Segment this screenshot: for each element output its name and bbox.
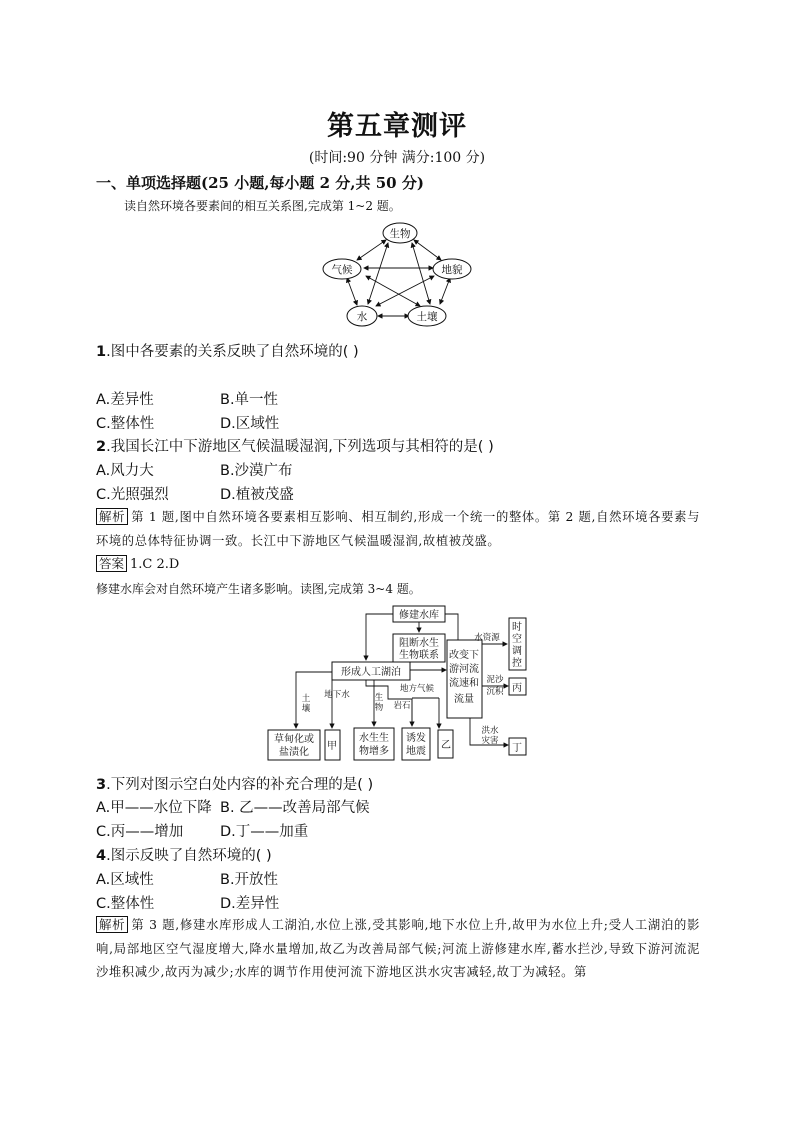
reservoir-impact-flowchart	[262, 604, 538, 764]
answer-1: 答案 1.C 2.D	[96, 555, 179, 572]
edge-label-bio: 生	[374, 693, 384, 703]
elements-relation-diagram	[320, 218, 480, 332]
label-time: 调	[512, 646, 522, 657]
arrow-climate-water	[347, 278, 357, 305]
q4-option-b[interactable]: B.开放性	[220, 872, 279, 888]
arrow-bio-landform	[414, 240, 441, 260]
arrow-bio-water	[368, 243, 388, 304]
q1-option-d[interactable]: D.区域性	[220, 416, 280, 432]
label-time: 时	[512, 622, 522, 633]
q4-option-a[interactable]: A.区域性	[96, 872, 154, 888]
page-title: 第五章测评	[327, 111, 467, 142]
edge-label-silt: 泥沙	[486, 675, 504, 685]
label-yi: 乙	[441, 740, 451, 751]
explanation-2: 解析 第 3 题,修建水库形成人工湖泊,水位上涨,受其影响,地下水位上升,故甲为水位上升;受人工湖泊的影响,局部地区空气湿度增大,降水量增加,故乙为改善局部气候;河流上游修建水库,蓄水拦沙,导致下游河流泥沙堆积减少,故丙为减少;水库的调节作用使河流下游地区洪水灾害减轻,故丁为减轻。第	[96, 917, 700, 979]
arrow-landform-soil	[440, 278, 450, 304]
q2-option-b[interactable]: B.沙漠广布	[220, 463, 293, 479]
node-label: 气候	[331, 264, 353, 276]
q2-option-c[interactable]: C.光照强烈	[96, 487, 169, 503]
label-block: 生物联系	[399, 650, 439, 661]
question-4: 4.图示反映了自然环境的( )	[96, 848, 272, 864]
label-jia: 甲	[327, 741, 337, 752]
label-block: 阻断水生	[399, 638, 439, 649]
label-change: 改变下	[449, 650, 479, 661]
label-salt: 草甸化或	[274, 734, 314, 745]
intro-text-2: 修建水库会对自然环境产生诸多影响。读图,完成第 3~4 题。	[96, 582, 421, 596]
label-lake: 形成人工湖泊	[341, 667, 401, 678]
arrow-climate-soil	[366, 276, 420, 306]
node-label: 水	[356, 311, 368, 323]
q3-option-a[interactable]: A.甲——水位下降	[96, 800, 212, 816]
question-2: 2.我国长江中下游地区气候温暖湿润,下列选项与其相符的是( )	[96, 439, 494, 455]
label-change: 流速和	[449, 678, 479, 689]
q4-option-c[interactable]: C.整体性	[96, 896, 155, 912]
explanation-1: 解析 第 1 题,图中自然环境各要素相互影响、相互制约,形成一个统一的整体。第 2 题,自然环境各要素与环境的总体特征协调一致。长江中下游地区气候温暖湿润,故植被茂盛。	[96, 509, 700, 548]
node-label: 土壤	[416, 311, 438, 323]
edge-label-groundwater: 地下水	[324, 690, 350, 700]
q1-option-c[interactable]: C.整体性	[96, 416, 155, 432]
label-bing: 丙	[512, 683, 522, 694]
intro-text-1: 读自然环境各要素间的相互关系图,完成第 1~2 题。	[124, 199, 401, 213]
label-salt: 盐渍化	[279, 747, 309, 758]
arrow-bio-soil	[412, 243, 430, 304]
section-heading: 一、单项选择题(25 小题,每小题 2 分,共 50 分)	[96, 174, 424, 192]
q1-option-b[interactable]: B.单一性	[220, 392, 279, 408]
edge-label-flood: 洪水	[481, 726, 499, 736]
label-change: 流量	[454, 694, 474, 705]
q1-option-a[interactable]: A.差异性	[96, 392, 154, 408]
label-quake: 诱发	[406, 733, 426, 744]
label-quake: 地震	[406, 746, 426, 757]
edge-label-soil: 壤	[301, 704, 311, 714]
edge-label-climate: 地方气候	[399, 684, 435, 694]
q3-option-c[interactable]: C.丙——增加	[96, 824, 184, 840]
q4-option-d[interactable]: D.差异性	[220, 896, 280, 912]
edge-label-silt: 沉积	[486, 687, 504, 697]
label-time: 空	[512, 634, 522, 645]
q3-option-b[interactable]: B. 乙——改善局部气候	[220, 800, 370, 816]
question-1: 1.图中各要素的关系反映了自然环境的( )	[96, 344, 359, 360]
node-label: 地貌	[441, 264, 463, 276]
label-change: 游河流	[449, 664, 479, 675]
label-reservoir: 修建水库	[399, 610, 439, 621]
label-aquatic: 水生生	[359, 733, 389, 744]
question-3: 3.下列对图示空白处内容的补充合理的是( )	[96, 777, 374, 793]
q2-option-d[interactable]: D.植被茂盛	[220, 487, 294, 503]
arrow-landform-water	[376, 276, 434, 306]
edge-label-bio: 物	[374, 703, 384, 713]
edge-label-flood: 灾害	[481, 736, 499, 746]
page-subtitle: (时间:90 分钟 满分:100 分)	[308, 150, 486, 166]
node-label: 生物	[389, 228, 411, 240]
explanation-tag: 解析	[96, 916, 128, 933]
answer-tag: 答案	[96, 555, 127, 572]
arrow-bio-climate	[357, 240, 386, 260]
q3-option-d[interactable]: D.丁——加重	[220, 824, 309, 840]
edge-label-soil: 土	[301, 694, 311, 704]
edge-label-water-resources: 水资源	[474, 633, 500, 643]
q2-option-a[interactable]: A.风力大	[96, 463, 154, 479]
label-ding: 丁	[512, 743, 522, 754]
label-time: 控	[512, 658, 522, 669]
edge-label-rock: 岩石	[393, 701, 411, 711]
label-aquatic: 物增多	[359, 746, 389, 757]
explanation-tag: 解析	[96, 508, 128, 525]
